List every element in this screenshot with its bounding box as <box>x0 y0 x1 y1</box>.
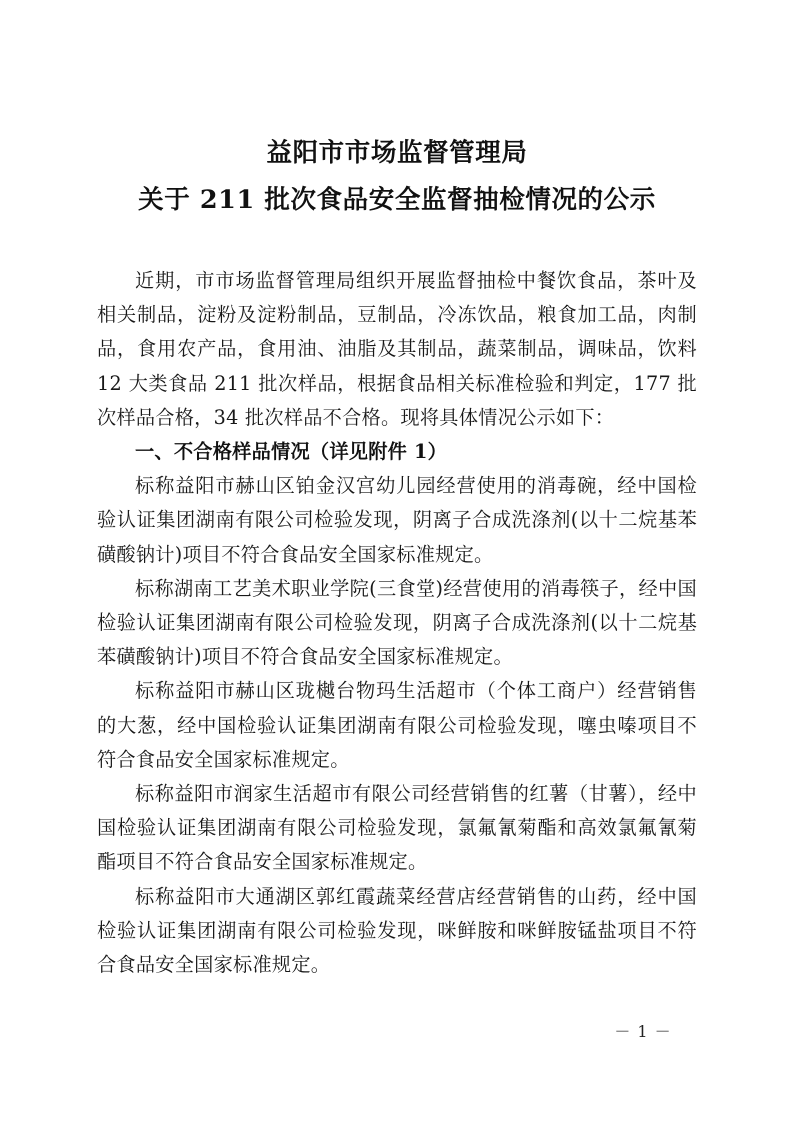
paragraph-sample-5: 标称益阳市大通湖区郭红霞蔬菜经营店经营销售的山药，经中国检验认证集团湖南有限公司检验发现，咪鲜胺和咪鲜胺锰盐项目不符合食品安全国家标准规定。 <box>97 884 697 977</box>
document-title <box>97 130 697 224</box>
paragraph-sample-2: 标称湖南工艺美术职业学院(三食堂)经营使用的消毒筷子，经中国检验认证集团湖南有限公司检验发现，阴离子合成洗涤剂(以十二烷基苯磺酸钠计)项目不符合食品安全国家标准规定。 <box>97 576 697 669</box>
paragraph-intro: 近期，市市场监督管理局组织开展监督抽检中餐饮食品，茶叶及相关制品，淀粉及淀粉制品，豆制品，冷冻饮品，粮食加工品，肉制品，食用农产品，食用油、油脂及其制品，蔬菜制品，调味品，饮料 12 大类食品 211 批次样品，根据食品相关标准检验和判定，177 批次样品合格，34 批次样品不合格。现将具体情况公示如下： <box>97 269 697 429</box>
paragraph-sample-3: 标称益阳市赫山区珑樾台物玛生活超市（个体工商户）经营销售的大葱，经中国检验认证集团湖南有限公司检验发现，噻虫嗪项目不符合食品安全国家标准规定。 <box>97 679 697 771</box>
title-line-2: 关于 211 批次食品安全监督抽检情况的公示 <box>138 185 656 215</box>
title-line-1: 益阳市市场监督管理局 <box>266 138 528 168</box>
paragraph-sample-1: 标称益阳市赫山区铂金汉宫幼儿园经营使用的消毒碗，经中国检验认证集团湖南有限公司检验发现，阴离子合成洗涤剂(以十二烷基苯磺酸钠计)项目不符合食品安全国家标准规定。 <box>97 474 697 566</box>
document-content <box>97 0 697 982</box>
page-footer <box>0 1019 794 1042</box>
section-heading-1: 一、不合格样品情况（详见附件 1） <box>135 440 448 464</box>
page-number: － 1 － <box>614 1022 672 1041</box>
document-body <box>97 264 697 982</box>
paragraph-sample-4: 标称益阳市润家生活超市有限公司经营销售的红薯（甘薯），经中国检验认证集团湖南有限公司检验发现，氯氟氰菊酯和高效氯氟氰菊酯项目不符合食品安全国家标准规定。 <box>97 782 697 874</box>
